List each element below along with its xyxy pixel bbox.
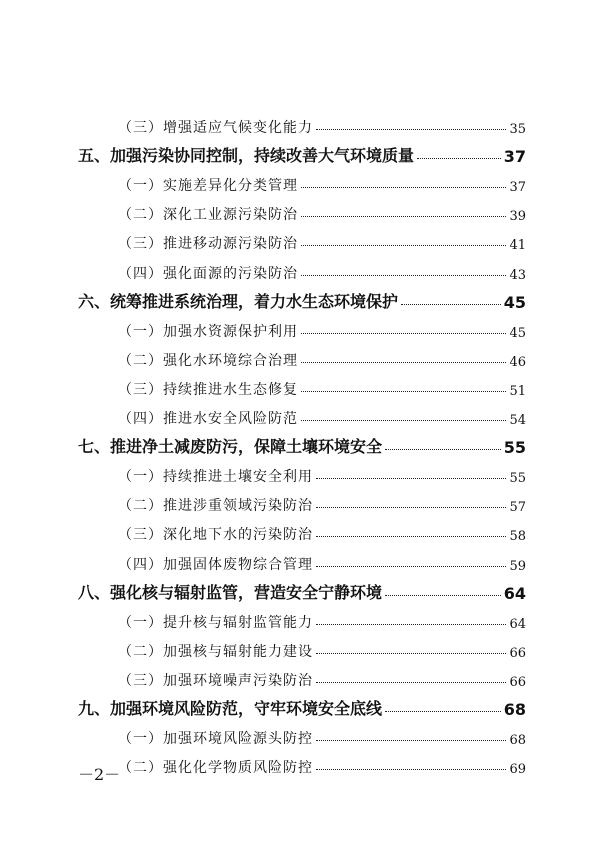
toc-entry-title: （一）实施差异化分类管理 [118, 178, 298, 195]
toc-entry-title: （四）推进水安全风险防范 [118, 411, 298, 428]
toc-entry-title: （三）持续推进水生态修复 [118, 381, 298, 398]
toc-entry-page: 64 [509, 616, 526, 632]
toc-section-entry[interactable] [78, 399, 526, 428]
toc-entry-page: 57 [509, 500, 526, 516]
toc-entry-page: 55 [509, 471, 526, 487]
toc-section-entry[interactable] [78, 341, 526, 370]
toc-leader-dots [301, 245, 506, 246]
toc-entry-title: （二）强化水环境综合治理 [118, 352, 298, 369]
toc-entry-title: 七、推进净土减废防污，保障土壤环境安全 [78, 437, 383, 457]
toc-entry-title: （一）加强环境风险源头防控 [118, 731, 313, 748]
toc-leader-dots [301, 362, 506, 363]
toc-chapter-entry[interactable] [78, 137, 526, 166]
toc-leader-dots [316, 536, 506, 537]
toc-section-entry[interactable] [78, 748, 526, 777]
toc-entry-page: 68 [509, 733, 526, 749]
toc-entry-page: 59 [509, 558, 526, 574]
toc-entry-page: 58 [509, 529, 526, 545]
toc-leader-dots [301, 333, 506, 334]
toc-leader-dots [385, 711, 501, 712]
page-number: －2－ [78, 765, 121, 784]
toc-section-entry[interactable] [78, 515, 526, 544]
toc-entry-title: （三）深化地下水的污染防治 [118, 527, 313, 544]
toc-section-entry[interactable] [78, 166, 526, 195]
toc-section-entry[interactable] [78, 661, 526, 690]
table-of-contents [78, 108, 526, 777]
toc-section-entry[interactable] [78, 544, 526, 573]
toc-entry-page: 45 [509, 325, 526, 341]
toc-entry-title: （一）提升核与辐射监管能力 [118, 614, 313, 631]
toc-entry-title: 九、加强环境风险防范，守牢环境安全底线 [78, 698, 383, 718]
toc-entry-page: 55 [503, 438, 526, 458]
toc-entry-title: （一）持续推进土壤安全利用 [118, 469, 313, 486]
toc-chapter-entry[interactable] [78, 283, 526, 312]
toc-entry-title: （二）推进涉重领域污染防治 [118, 498, 313, 515]
toc-entry-page: 37 [503, 147, 526, 167]
toc-leader-dots [316, 740, 506, 741]
toc-entry-title: （一）加强水资源保护利用 [118, 323, 298, 340]
toc-leader-dots [385, 449, 501, 450]
toc-leader-dots [316, 566, 506, 567]
toc-leader-dots [385, 595, 501, 596]
toc-entry-title: （二）强化化学物质风险防控 [118, 760, 313, 777]
toc-section-entry[interactable] [78, 108, 526, 137]
toc-entry-page: 66 [509, 645, 526, 661]
toc-entry-title: （二）深化工业源污染防治 [118, 207, 298, 224]
toc-leader-dots [301, 187, 506, 188]
toc-leader-dots [316, 507, 506, 508]
toc-chapter-entry[interactable] [78, 690, 526, 719]
toc-leader-dots [316, 478, 506, 479]
toc-entry-page: 46 [509, 354, 526, 370]
toc-leader-dots [401, 304, 501, 305]
toc-section-entry[interactable] [78, 486, 526, 515]
toc-section-entry[interactable] [78, 195, 526, 224]
toc-entry-title: （二）加强核与辐射能力建设 [118, 643, 313, 660]
toc-entry-title: （四）加强固体废物综合管理 [118, 556, 313, 573]
toc-leader-dots [301, 391, 506, 392]
toc-entry-page: 54 [509, 413, 526, 429]
toc-leader-dots [316, 129, 506, 130]
toc-section-entry[interactable] [78, 312, 526, 341]
toc-entry-page: 35 [509, 122, 526, 138]
toc-entry-page: 64 [503, 583, 526, 603]
toc-leader-dots [316, 624, 506, 625]
toc-leader-dots [417, 158, 501, 159]
toc-entry-page: 68 [503, 699, 526, 719]
toc-entry-title: （三）加强环境噪声污染防治 [118, 672, 313, 689]
toc-entry-page: 37 [509, 180, 526, 196]
toc-entry-title: （三）增强适应气候变化能力 [118, 120, 313, 137]
toc-section-entry[interactable] [78, 224, 526, 253]
toc-entry-page: 69 [509, 762, 526, 778]
toc-entry-title: （四）强化面源的污染防治 [118, 265, 298, 282]
toc-section-entry[interactable] [78, 370, 526, 399]
toc-entry-page: 51 [509, 383, 526, 399]
toc-section-entry[interactable] [78, 632, 526, 661]
toc-section-entry[interactable] [78, 603, 526, 632]
toc-leader-dots [301, 216, 506, 217]
toc-section-entry[interactable] [78, 253, 526, 282]
toc-entry-page: 41 [509, 238, 526, 254]
toc-entry-page: 45 [503, 292, 526, 312]
toc-entry-title: 八、强化核与辐射监管，营造安全宁静环境 [78, 582, 383, 602]
toc-chapter-entry[interactable] [78, 574, 526, 603]
toc-leader-dots [301, 420, 506, 421]
toc-leader-dots [316, 682, 506, 683]
toc-entry-page: 39 [509, 209, 526, 225]
toc-entry-title: （三）推进移动源污染防治 [118, 236, 298, 253]
toc-entry-title: 五、加强污染协同控制，持续改善大气环境质量 [78, 146, 415, 166]
toc-leader-dots [316, 769, 506, 770]
toc-leader-dots [301, 275, 506, 276]
toc-chapter-entry[interactable] [78, 428, 526, 457]
toc-section-entry[interactable] [78, 719, 526, 748]
toc-leader-dots [316, 653, 506, 654]
toc-entry-page: 43 [509, 267, 526, 283]
toc-section-entry[interactable] [78, 457, 526, 486]
toc-entry-page: 66 [509, 674, 526, 690]
toc-entry-title: 六、统筹推进系统治理，着力水生态环境保护 [78, 291, 399, 311]
